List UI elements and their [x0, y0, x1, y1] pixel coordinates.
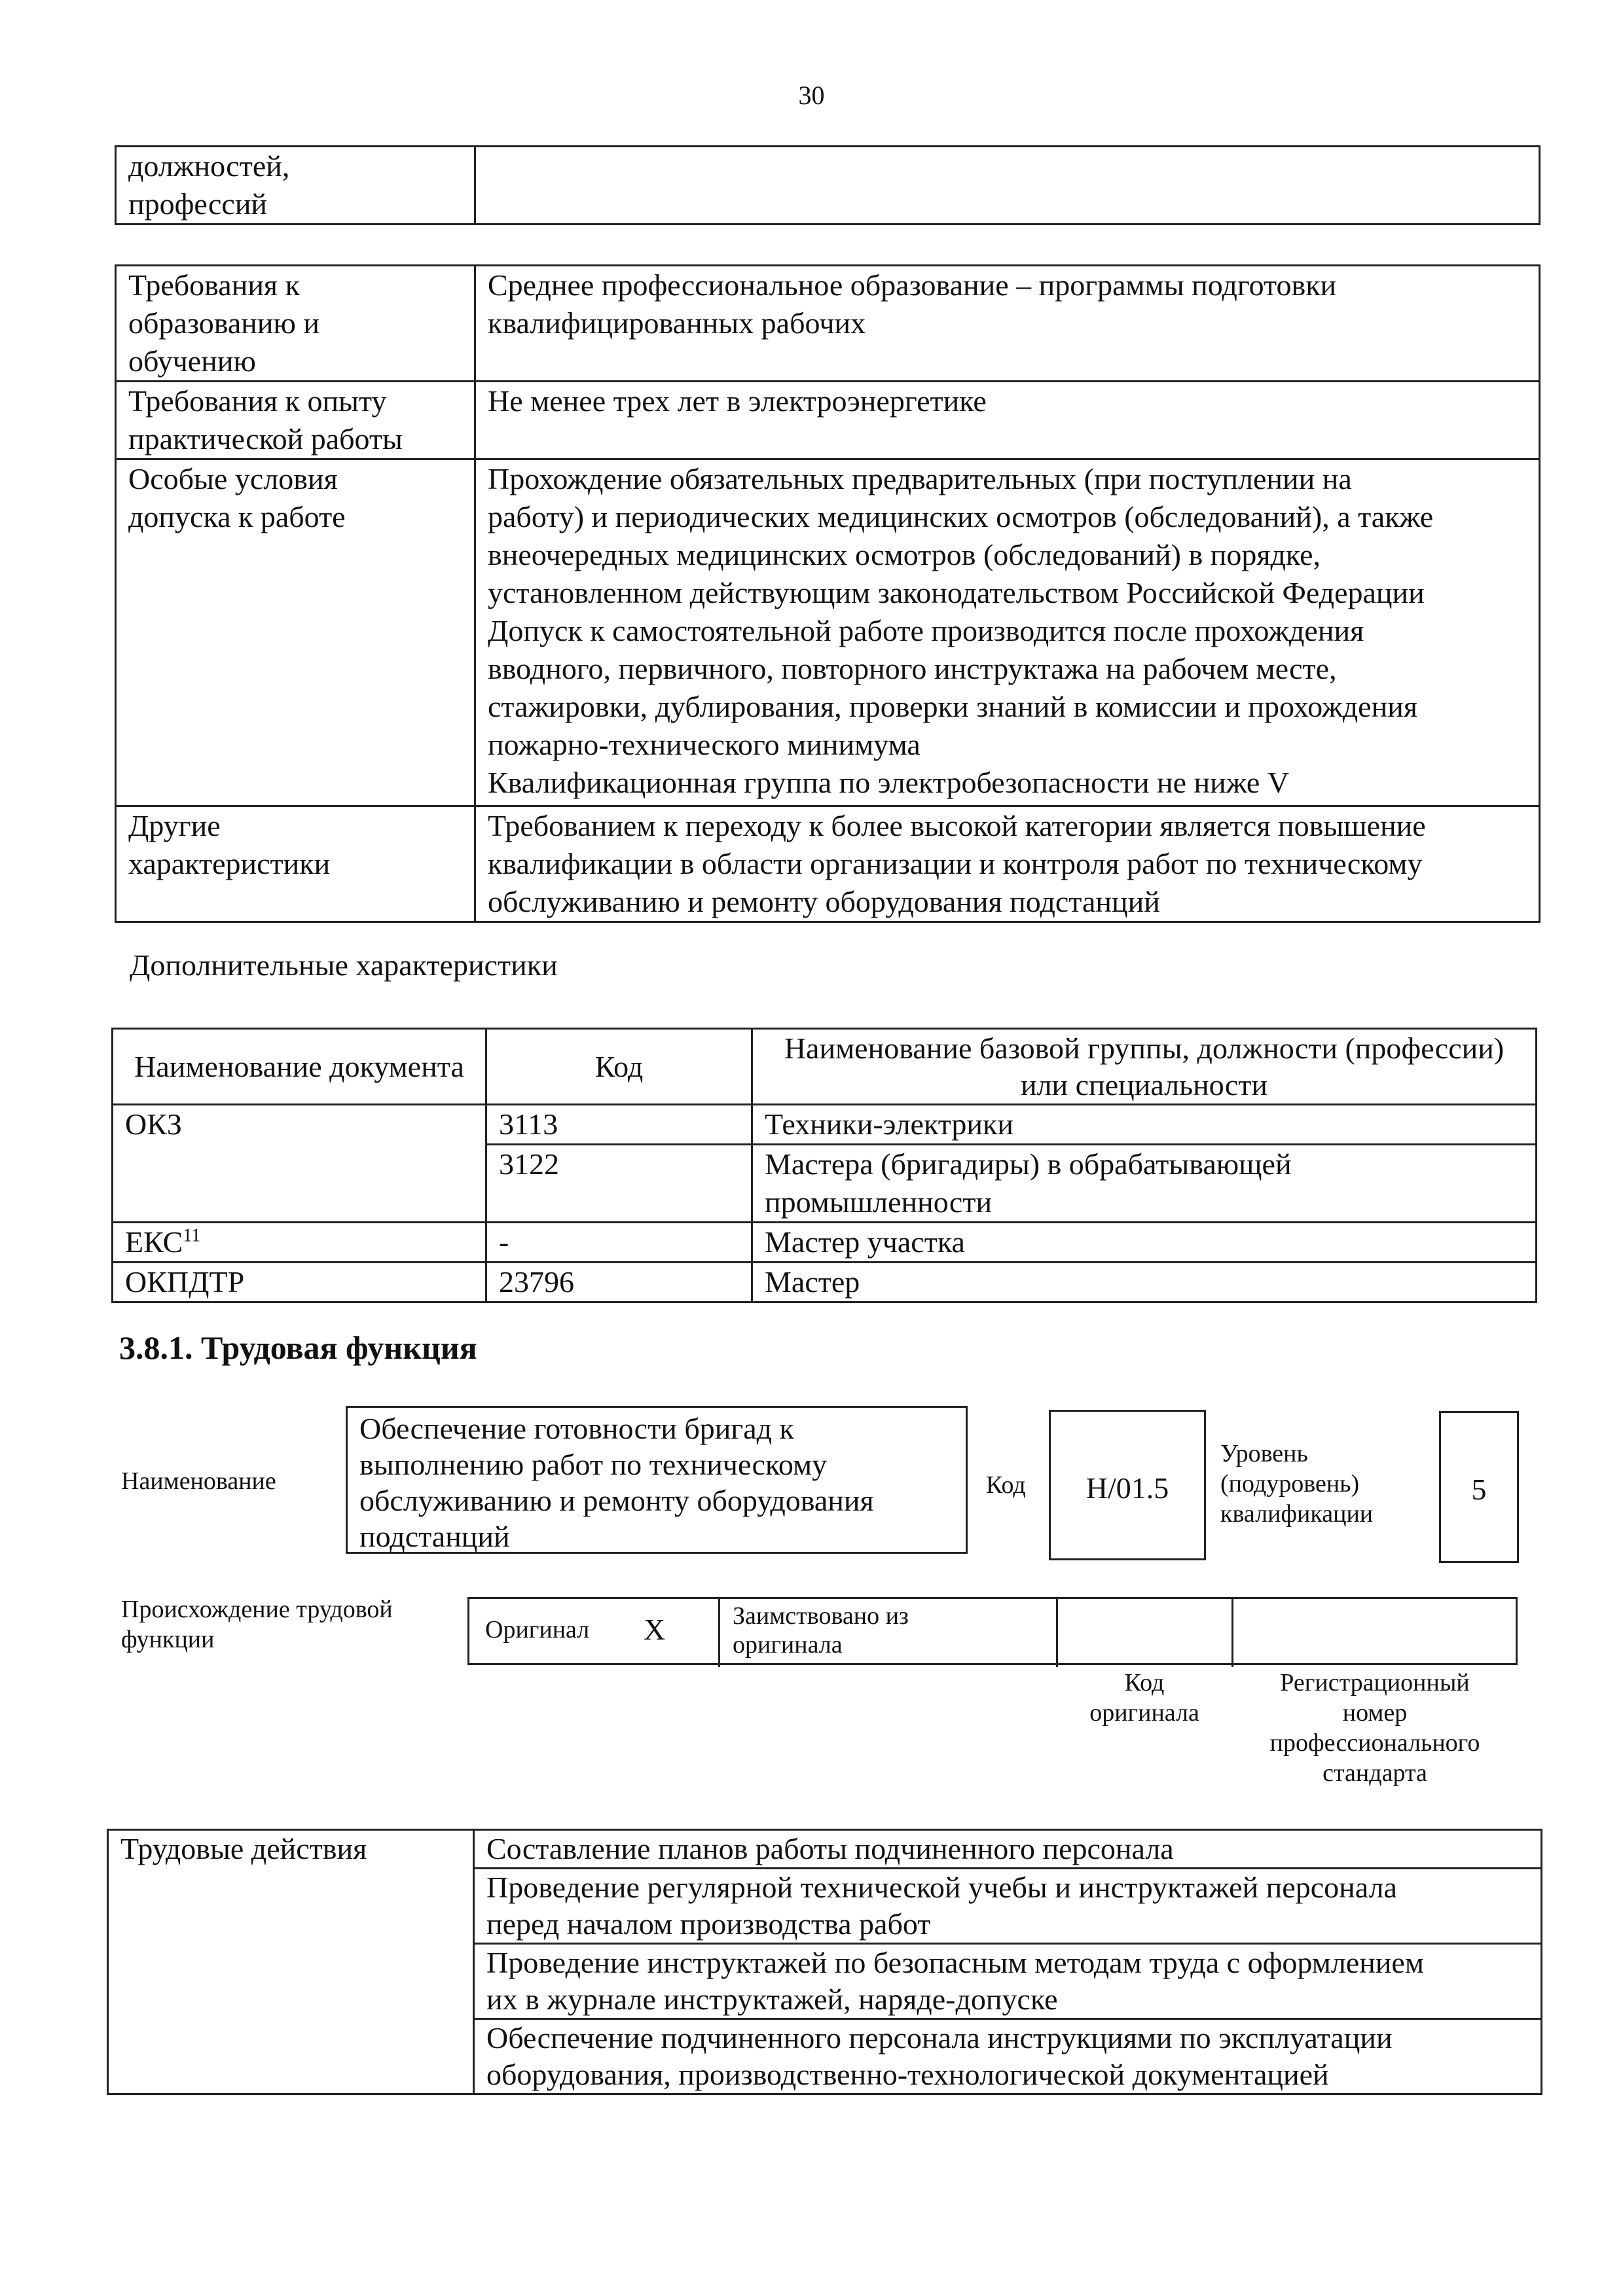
labor-actions-label: Трудовые действия [108, 1830, 474, 2094]
function-code-box: H/01.5 [1049, 1410, 1206, 1560]
table-row [116, 382, 1540, 459]
additional-title: Дополнительные характеристики [130, 948, 558, 982]
col-header-document: Наименование документа [113, 1029, 486, 1105]
code-cell: 23796 [486, 1263, 752, 1302]
other-value: Требованием к переходу к более высокой категории является повышение квалификации в области организации и контроля работ по техническому обслуживанию и ремонту оборудования подстанций [475, 806, 1540, 922]
table-row [116, 459, 1540, 806]
fragment-value [475, 147, 1540, 224]
doc-cell: ОКПДТР [113, 1263, 486, 1302]
origin-label: Происхождение трудовой функции [121, 1596, 393, 1653]
experience-label: Требования к опыту практической работы [116, 382, 475, 459]
divider [718, 1599, 720, 1667]
table-header-row [113, 1029, 1537, 1105]
fragment-label: должностей, профессий [116, 147, 475, 224]
table-row [116, 806, 1540, 922]
origin-box [467, 1597, 1518, 1665]
level-box: 5 [1439, 1411, 1519, 1563]
code-cell: 3113 [486, 1105, 752, 1145]
original-label: Оригинал [485, 1616, 590, 1643]
divider [1231, 1599, 1233, 1667]
doc-cell: ОКЗ [113, 1105, 486, 1223]
table-row [113, 1263, 1537, 1302]
labor-actions-table [107, 1829, 1542, 2095]
name-label: Наименование [121, 1467, 276, 1495]
divider [1056, 1599, 1058, 1667]
admission-label: Особые условия допуска к работе [116, 459, 475, 806]
labor-action-item: Проведение регулярной технической учебы и инструктажей персонала перед началом производства работ [474, 1869, 1542, 1944]
code-label: Код [986, 1471, 1026, 1499]
education-value: Среднее профессиональное образование – программы подготовки квалифицированных рабочих [475, 266, 1540, 382]
labor-action-item: Составление планов работы подчиненного персонала [474, 1830, 1542, 1869]
name-cell: Мастер участка [752, 1223, 1537, 1263]
code-cell: - [486, 1223, 752, 1263]
name-cell: Мастера (бригадиры) в обрабатывающей промышленности [752, 1145, 1537, 1223]
labor-action-item: Проведение инструктажей по безопасным методам труда с оформлением их в журнале инструктажей, наряде-допуске [474, 1944, 1542, 2019]
code-cell: 3122 [486, 1145, 752, 1223]
function-heading: 3.8.1. Трудовая функция [119, 1329, 477, 1366]
additional-table [111, 1028, 1537, 1303]
level-label: Уровень (подуровень) квалификации [1220, 1440, 1374, 1528]
col-header-name: Наименование базовой группы, должности (профессии) или специальности [752, 1029, 1537, 1105]
table-row [113, 1105, 1537, 1145]
table-row [108, 1830, 1542, 1869]
function-name-box: Обеспечение готовности бригад к выполнению работ по техническому обслуживанию и ремонту оборудования подстанций [346, 1406, 968, 1554]
reg-number-caption: Регистрационный номер профессионального стандарта [1269, 1669, 1480, 1787]
admission-value: Прохождение обязательных предварительных (при поступлении на работу) и периодических медицинских осмотров (обследований), а также внеочередных медицинских осмотров (обследований) в порядке, установленном действующим законодательством Российской Федерации Допуск к самостоятельной работе производится после прохождения вводного, первичного, повторного инструктажа на рабочем месте, стажировки, дублирования, проверки знаний в комиссии и прохождения пожарно-технического минимума Квалификационная группа по электробезопасности не ниже V [475, 459, 1540, 806]
table-row [113, 1223, 1537, 1263]
other-label: Другие характеристики [116, 806, 475, 922]
footnote-mark: 11 [183, 1225, 201, 1246]
labor-action-item: Обеспечение подчиненного персонала инструкциями по эксплуатации оборудования, производственно-технологической документацией [474, 2019, 1542, 2094]
borrowed-label: Заимствовано из оригинала [733, 1602, 909, 1659]
fragment-table [115, 145, 1541, 225]
name-cell: Мастер [752, 1263, 1537, 1302]
table-row [116, 266, 1540, 382]
original-mark: X [644, 1613, 666, 1646]
doc-cell: ЕКС$^{11}$ [113, 1223, 486, 1263]
name-cell: Техники-электрики [752, 1105, 1537, 1145]
page-number: 30 [798, 81, 825, 110]
code-original-caption: Код оригинала [1089, 1669, 1199, 1727]
experience-value: Не менее трех лет в электроэнергетике [475, 382, 1540, 459]
col-header-code: Код [486, 1029, 752, 1105]
characteristics-table [115, 264, 1541, 923]
education-label: Требования к образованию и обучению [116, 266, 475, 382]
